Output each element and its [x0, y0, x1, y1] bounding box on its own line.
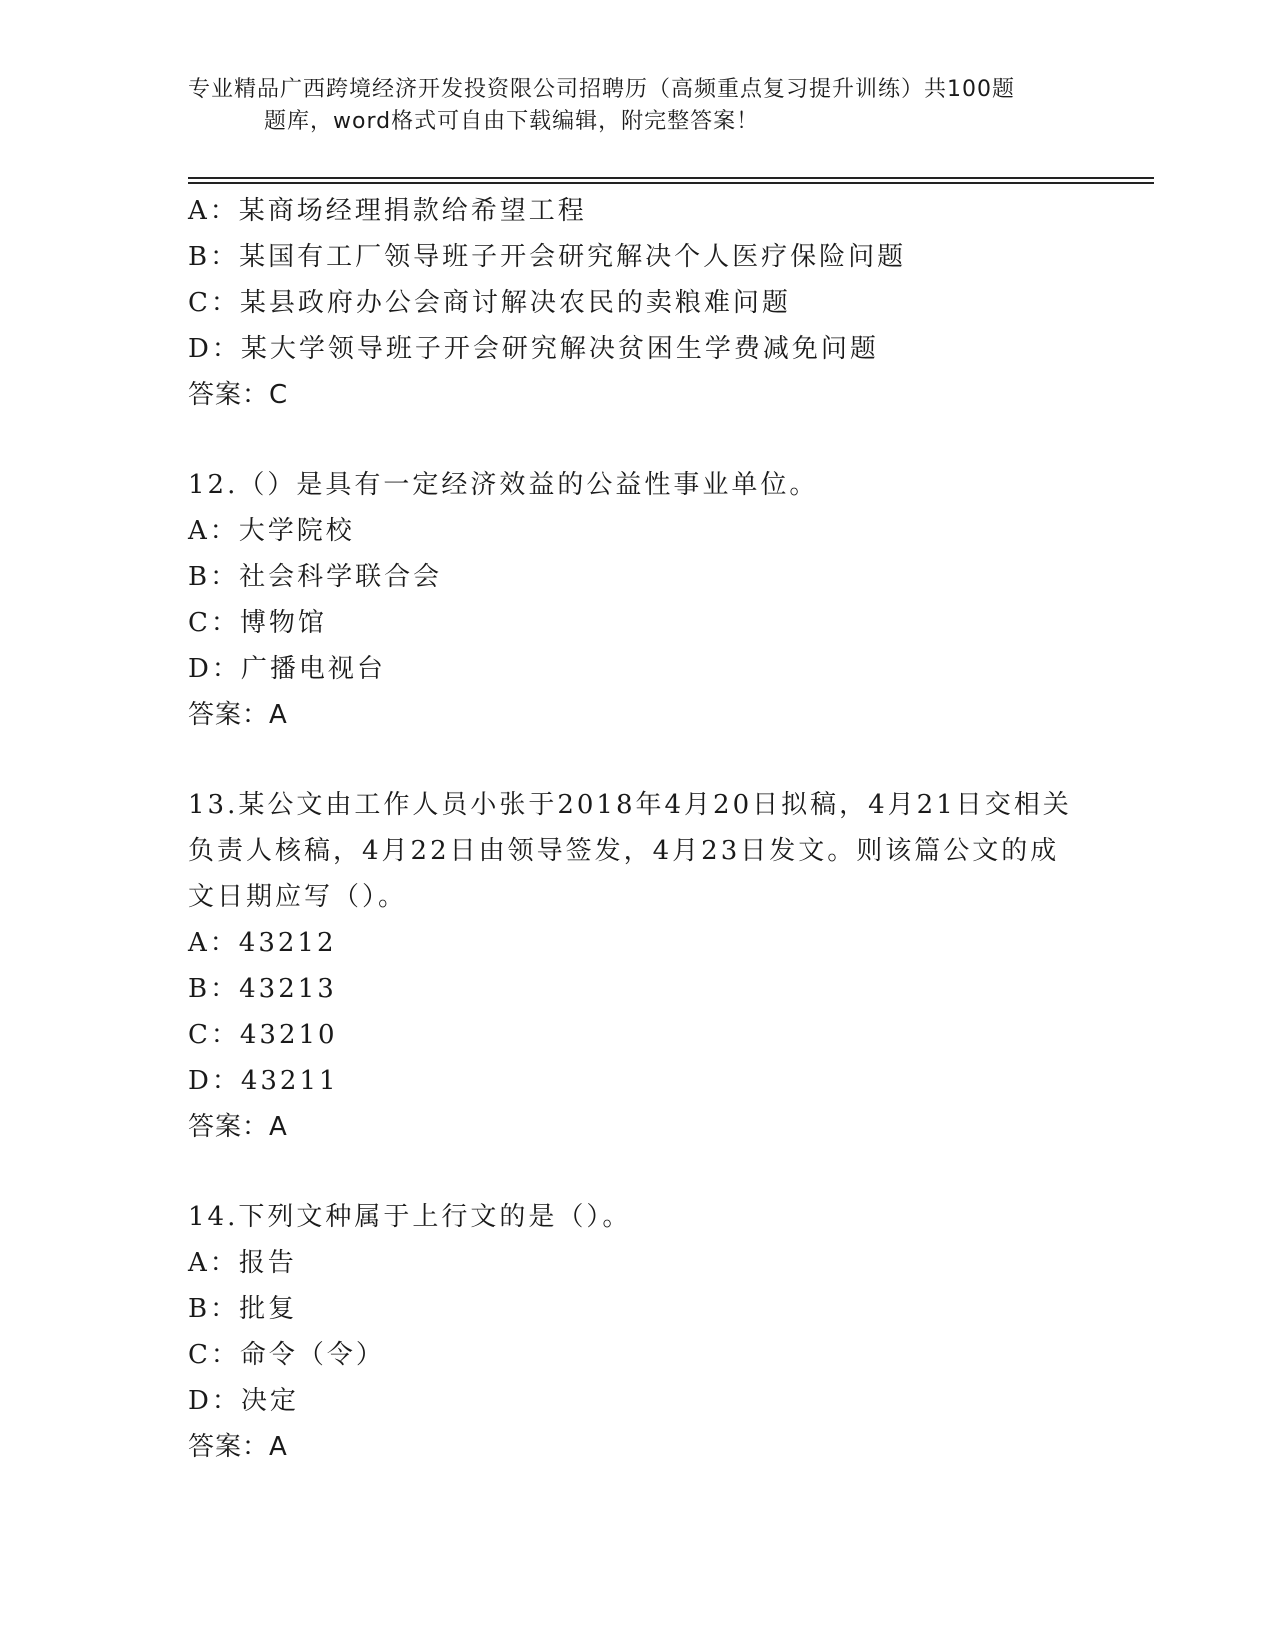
option-b: B：某国有工厂领导班子开会研究解决个人医疗保险问题	[188, 242, 907, 272]
header-divider-top	[188, 177, 1154, 179]
question-13	[188, 782, 1088, 1150]
question-text: 13.某公文由工作人员小张于2018年4月20日拟稿，4月21日交相关负责人核稿，4月22日由领导签发，4月23日发文。则该篇公文的成文日期应写（）。	[188, 790, 1072, 912]
option-d: D：43211	[188, 1066, 339, 1096]
header-title-line-1: 专业精品广西跨境经济开发投资限公司招聘历（高频重点复习提升训练）共100题	[188, 77, 1015, 102]
option-b: B：批复	[188, 1294, 298, 1324]
option-c: C：某县政府办公会商讨解决农民的卖粮难问题	[188, 288, 791, 318]
question-list	[188, 188, 1088, 1470]
answer: 答案：A	[188, 1432, 288, 1462]
option-d: D：广播电视台	[188, 654, 386, 684]
option-a: A：43212	[188, 928, 337, 958]
option-b: B：43213	[188, 974, 337, 1004]
header-divider-bottom	[188, 182, 1154, 184]
option-c: C：命令（令）	[188, 1340, 385, 1370]
question-11	[188, 188, 1088, 418]
option-d: D：决定	[188, 1386, 299, 1416]
option-c: C：43210	[188, 1020, 338, 1050]
document-header	[188, 74, 1088, 138]
option-c: C：博物馆	[188, 608, 327, 638]
answer: 答案：A	[188, 1112, 288, 1142]
answer: 答案：C	[188, 380, 289, 410]
answer: 答案：A	[188, 700, 288, 730]
option-a: A：大学院校	[188, 516, 355, 546]
header-title-line-2: 题库，word格式可自由下载编辑，附完整答案！	[264, 109, 760, 134]
question-14	[188, 1194, 1088, 1470]
question-text: 14.下列文种属于上行文的是（）。	[188, 1202, 632, 1232]
option-a: A：报告	[188, 1248, 297, 1278]
question-12	[188, 462, 1088, 738]
option-b: B：社会科学联合会	[188, 562, 443, 592]
option-d: D：某大学领导班子开会研究解决贫困生学费减免问题	[188, 334, 879, 364]
question-text: 12.（）是具有一定经济效益的公益性事业单位。	[188, 470, 819, 500]
option-a: A：某商场经理捐款给希望工程	[188, 196, 587, 226]
